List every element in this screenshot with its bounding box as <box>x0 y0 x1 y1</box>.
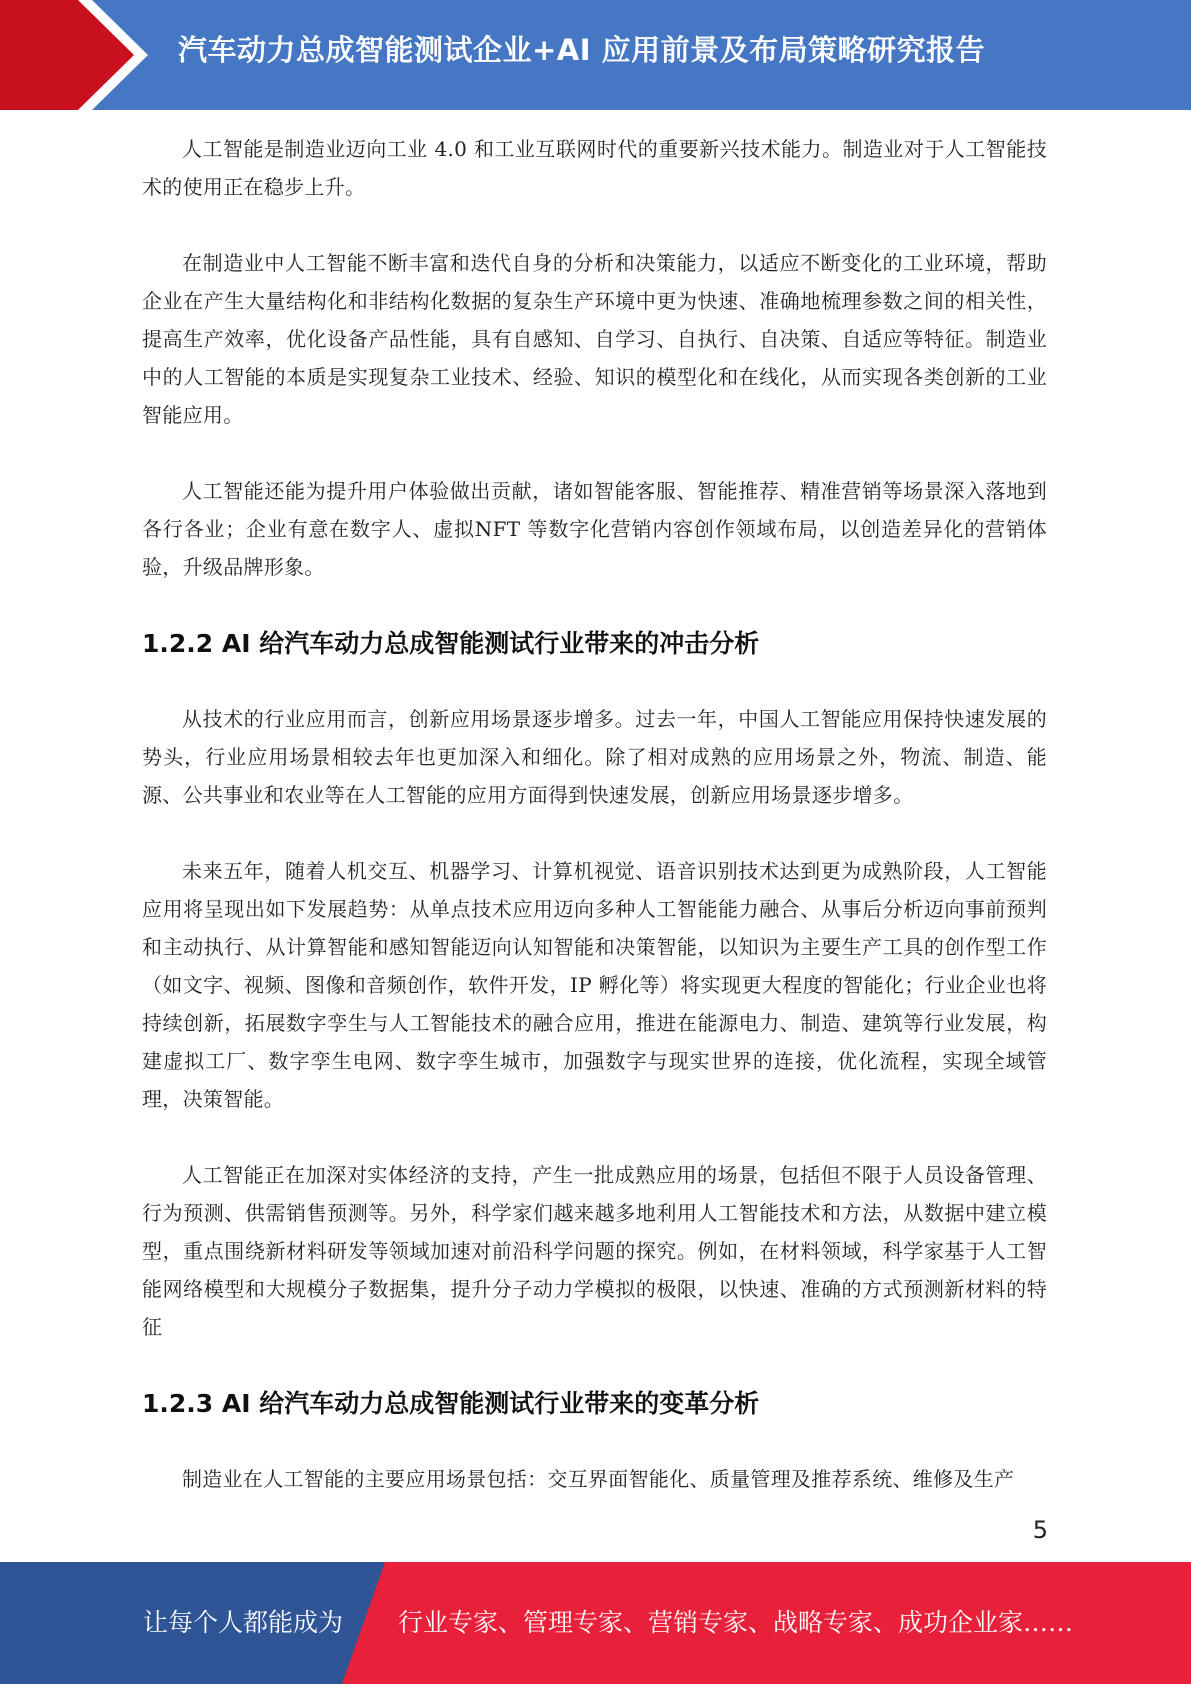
footer-slogan-left: 让每个人都能成为 <box>143 1608 344 1637</box>
paragraph-4: 从技术的行业应用而言，创新应用场景逐步增多。过去一年，中国人工智能应用保持快速发展的势头，行业应用场景相较去年也更加深入和细化。除了相对成熟的应用场景之外，物流、制造、能源、公共事业和农业等在人工智能的应用方面得到快速发展，创新应用场景逐步增多。 <box>142 707 1047 807</box>
page-number: 5 <box>1032 1516 1048 1544</box>
footer-slogan-right: 行业专家、管理专家、营销专家、战略专家、成功企业家…… <box>398 1608 1074 1637</box>
page-footer <box>0 1562 1191 1684</box>
paragraph-5: 未来五年，随着人机交互、机器学习、计算机视觉、语音识别技术达到更为成熟阶段，人工智能应用将呈现出如下发展趋势：从单点技术应用迈向多种人工智能能力融合、从事后分析迈向事前预判和主动执行、从计算智能和感知智能迈向认知智能和决策智能，以知识为主要生产工具的创作型工作（如文字、视频、图像和音频创作，软件开发，IP 孵化等）将实现更大程度的智能化；行业企业也将持续创新，拓展数字孪生与人工智能技术的融合应用，推进在能源电力、制造、建筑等行业发展，构建虚拟工厂、数字孪生电网、数字孪生城市，加强数字与现实世界的连接，优化流程，实现全域管理，决策智能。 <box>142 859 1047 1111</box>
report-title: 汽车动力总成智能测试企业+AI 应用前景及布局策略研究报告 <box>178 33 986 67</box>
page-content <box>142 130 1047 1536</box>
paragraph-7: 制造业在人工智能的主要应用场景包括：交互界面智能化、质量管理及推荐系统、维修及生产 <box>182 1467 1015 1491</box>
paragraph-6: 人工智能正在加深对实体经济的支持，产生一批成熟应用的场景，包括但不限于人员设备管理、行为预测、供需销售预测等。另外，科学家们越来越多地利用人工智能技术和方法，从数据中建立模型，重点围绕新材料研发等领域加速对前沿科学问题的探究。例如，在材料领域，科学家基于人工智能网络模型和大规模分子数据集，提升分子动力学模拟的极限，以快速、准确的方式预测新材料的特征 <box>142 1163 1047 1339</box>
paragraph-2: 在制造业中人工智能不断丰富和迭代自身的分析和决策能力，以适应不断变化的工业环境，帮助企业在产生大量结构化和非结构化数据的复杂生产环境中更为快速、准确地梳理参数之间的相关性，提高生产效率，优化设备产品性能，具有自感知、自学习、自执行、自决策、自适应等特征。制造业中的人工智能的本质是实现复杂工业技术、经验、知识的模型化和在线化，从而实现各类创新的工业智能应用。 <box>142 251 1047 427</box>
paragraph-1: 人工智能是制造业迈向工业 4.0 和工业互联网时代的重要新兴技术能力。制造业对于人工智能技术的使用正在稳步上升。 <box>142 137 1047 199</box>
page-header <box>0 0 1191 110</box>
section-heading-1-2-3: 1.2.3 AI 给汽车动力总成智能测试行业带来的变革分析 <box>142 1389 760 1418</box>
paragraph-3: 人工智能还能为提升用户体验做出贡献，诸如智能客服、智能推荐、精准营销等场景深入落地到各行各业；企业有意在数字人、虚拟NFT 等数字化营销内容创作领域布局，以创造差异化的营销体验，升级品牌形象。 <box>142 479 1047 579</box>
section-heading-1-2-2: 1.2.2 AI 给汽车动力总成智能测试行业带来的冲击分析 <box>142 629 760 658</box>
